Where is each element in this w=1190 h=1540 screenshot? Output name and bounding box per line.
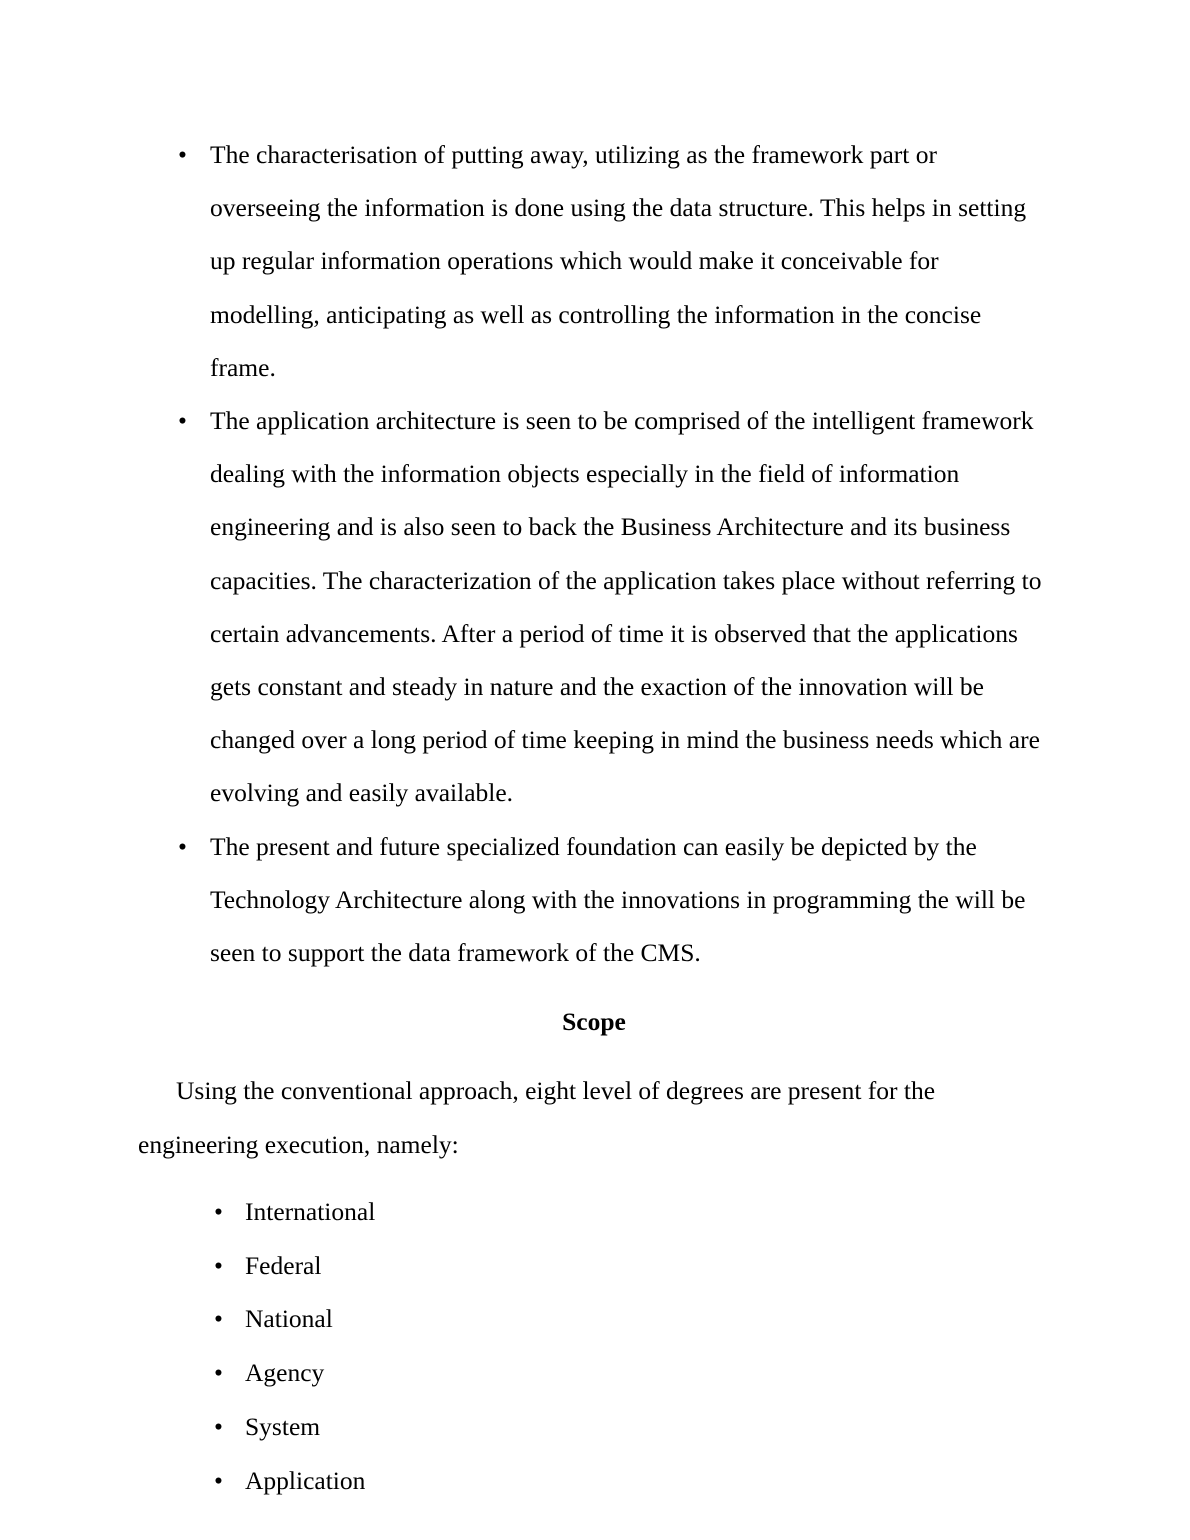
list-item: [138, 1400, 1050, 1454]
document-body: [138, 128, 1050, 1508]
bullet-icon: •: [214, 1358, 223, 1388]
list-item: [138, 1346, 1050, 1400]
list-item: [138, 1292, 1050, 1346]
section-heading: Scope: [562, 1007, 626, 1037]
list-item: [138, 1454, 1050, 1508]
list-item-text: Agency: [245, 1358, 325, 1388]
list-item: [138, 1239, 1050, 1293]
list-item: [138, 394, 1050, 820]
bullet-icon: •: [178, 406, 187, 436]
list-item-text: International: [245, 1196, 376, 1226]
list-item-text: Federal: [245, 1250, 322, 1280]
list-item-text: The characterisation of putting away, utilizing as the framework part or overseeing the information is done using the data structure. This helps in setting up regular information operations which would make it conceivable for modelling, anticipating as well as controlling the information in the concise frame.: [210, 140, 1027, 382]
bullet-icon: •: [178, 831, 187, 861]
bullet-icon: •: [178, 140, 187, 169]
bullet-icon: •: [214, 1304, 223, 1334]
bullet-icon: •: [214, 1465, 223, 1495]
bullet-icon: •: [214, 1196, 223, 1226]
list-item-text: System: [245, 1412, 321, 1442]
degree-levels-list: [138, 1171, 1050, 1508]
bullet-icon: •: [214, 1412, 223, 1442]
list-item: [138, 1185, 1050, 1239]
section-paragraph: Using the conventional approach, eight level of degrees are present for the engineering execution, namely:: [138, 1076, 936, 1159]
list-item-text: The application architecture is seen to be comprised of the intelligent framework dealing with the information objects especially in the field of information engineering and is also seen to back the Business Architecture and its business capacities. The characterization of the application takes place without referring to certain advancements. After a period of time it is observed that the applications gets constant and steady in nature and the exaction of the innovation will be changed over a long period of time keeping in mind the business needs which are evolving and easily available.: [210, 406, 1042, 808]
list-item-text: The present and future specialized foundation can easily be depicted by the Technology Architecture along with the innovations in programming the will be seen to support the data framework of the CMS.: [210, 831, 1026, 968]
list-item: [138, 128, 1050, 394]
list-item-text: Application: [245, 1465, 366, 1495]
intro-bullet-list: [138, 128, 1050, 979]
bullet-icon: •: [214, 1250, 223, 1280]
list-item: [138, 820, 1050, 980]
list-item-text: National: [245, 1304, 333, 1334]
